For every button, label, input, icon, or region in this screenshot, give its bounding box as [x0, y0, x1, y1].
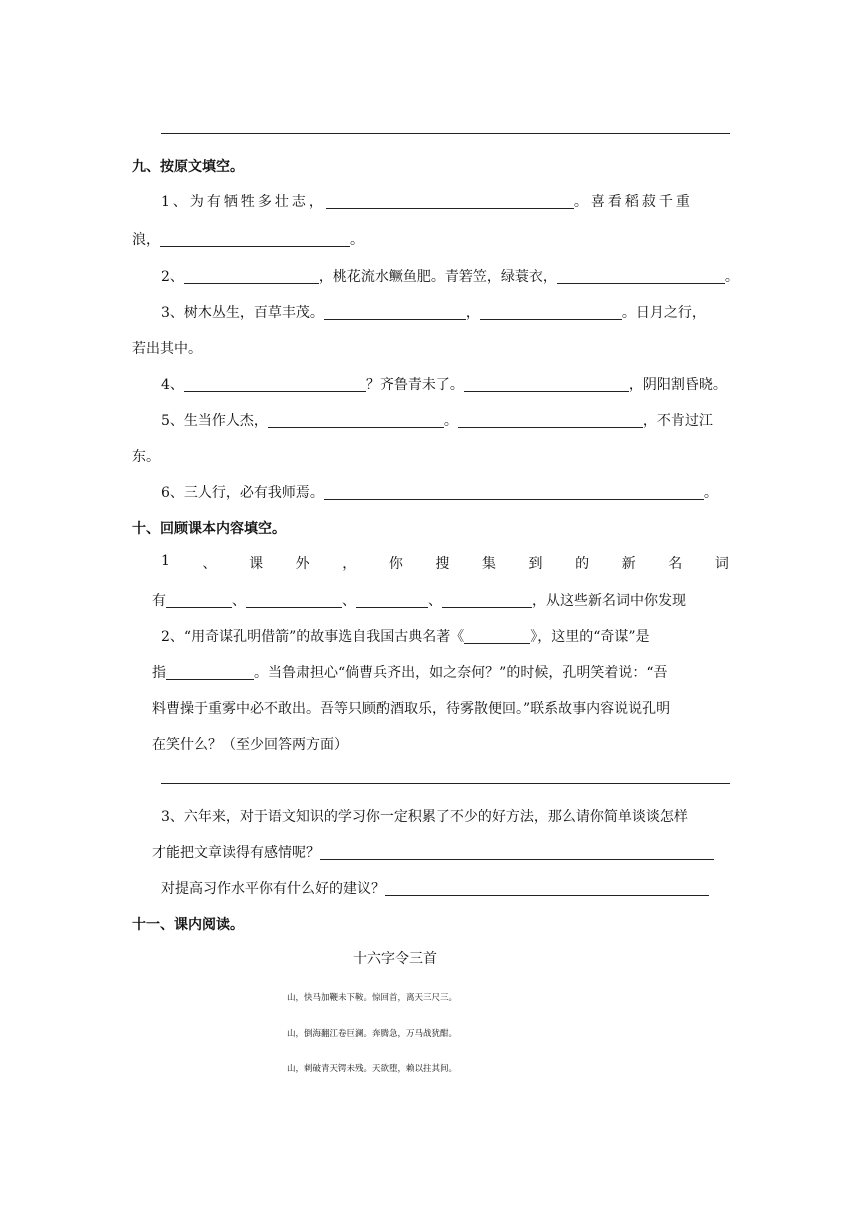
q9-1-mid: 。喜看稻菽千重 — [573, 194, 693, 210]
q10-1-sep3: 、 — [428, 593, 442, 609]
q10-1-char: 集 — [481, 556, 496, 572]
q9-6-blank[interactable] — [324, 484, 704, 500]
q9-1-blank2[interactable] — [160, 231, 350, 247]
q10-1-prefix: 有 — [152, 593, 166, 609]
q10-2-mid: 》，这里的“奇谋”是 — [530, 629, 650, 645]
q9-5-prefix: 5、生当作人杰， — [161, 413, 268, 429]
q9-4-blank1[interactable] — [184, 376, 366, 392]
q10-2-answer-line[interactable] — [161, 783, 730, 784]
answer-line — [161, 133, 730, 134]
q9-5-line1 — [161, 410, 713, 430]
q9-3-end: 。日月之行， — [621, 305, 706, 321]
q9-5-end: ，不肯过江 — [642, 413, 713, 429]
q10-2-blank2[interactable] — [166, 664, 254, 680]
q10-3-prefix: 才能把文章读得有感情呢？ — [152, 845, 320, 861]
q9-1-line1 — [161, 191, 693, 211]
q10-1-char: 名 — [668, 556, 683, 572]
q9-3-blank1[interactable] — [324, 304, 466, 320]
q9-4-prefix: 4、 — [161, 377, 184, 393]
poem-line-3: 山，刺破青天锷未残。天欲堕，赖以拄其间。 — [287, 1064, 458, 1074]
q10-1-line1 — [161, 553, 729, 573]
q9-3-line2: 若出其中。 — [132, 341, 202, 357]
q9-6 — [161, 482, 718, 502]
q10-1-line2 — [152, 590, 686, 610]
q10-1-char: 你 — [388, 556, 403, 572]
q10-1-blank4[interactable] — [442, 592, 532, 608]
q10-3-blank2[interactable] — [385, 880, 709, 896]
q9-1-line2 — [132, 229, 364, 249]
q9-6-prefix: 6、三人行，必有我师焉。 — [161, 485, 324, 501]
q10-3-line3 — [161, 878, 709, 898]
section-9-title: 九、按原文填空。 — [132, 159, 244, 175]
q10-1-blank3[interactable] — [356, 592, 428, 608]
q10-1-char: 、 — [202, 556, 217, 572]
poem-line-1: 山，快马加鞭未下鞍。惊回首，离天三尺三。 — [287, 993, 458, 1003]
q9-4 — [161, 374, 727, 394]
q9-1-cont: 浪， — [132, 232, 160, 248]
q10-3-line2 — [152, 842, 714, 862]
q10-2-line1 — [161, 626, 650, 646]
q10-1-end: ，从这些新名词中你发现 — [532, 593, 686, 609]
q10-1-char: 外 — [295, 556, 310, 572]
poem-line-2: 山，倒海翻江卷巨澜。奔腾急，万马战犹酣。 — [287, 1029, 458, 1039]
q10-2-line3: 料曹操于重雾中必不敢出。吾等只顾酌酒取乐，待雾散便回。”联系故事内容说说孔明 — [152, 701, 671, 717]
q9-4-blank2[interactable] — [464, 376, 629, 392]
q10-1-sep2: 、 — [342, 593, 356, 609]
q9-6-end: 。 — [703, 485, 718, 501]
section-10-title: 十、回顾课本内容填空。 — [132, 521, 286, 537]
q9-5-line2: 东。 — [132, 449, 160, 465]
q9-4-end: ，阴阳割昏晓。 — [628, 377, 727, 393]
q10-2-line4: 在笑什么？（至少回答两方面） — [152, 737, 348, 753]
q9-3-prefix: 3、树木丛生，百草丰茂。 — [161, 305, 324, 321]
q9-3-comma: ， — [465, 305, 480, 321]
q10-2-quote: 。当鲁肃担心“倘曹兵齐出，如之奈何？”的时候，孔明笑着说：“吾 — [254, 665, 668, 681]
q10-2-blank1[interactable] — [464, 628, 530, 644]
q9-2-blank1[interactable] — [184, 268, 319, 284]
q9-2-mid: ，桃花流水鳜鱼肥。青箬笠，绿蓑衣， — [318, 269, 557, 285]
q9-4-mid: ？齐鲁青未了。 — [365, 377, 464, 393]
q10-1-char: 的 — [575, 556, 590, 572]
q9-1-blank[interactable] — [326, 193, 574, 209]
q10-1-blank1[interactable] — [166, 592, 232, 608]
q9-2-blank2[interactable] — [557, 268, 725, 284]
q9-3-line1 — [161, 302, 706, 322]
q9-5-blank1[interactable] — [268, 412, 444, 428]
q9-2-end: 。 — [724, 269, 739, 285]
q10-1-char: 课 — [249, 556, 264, 572]
q10-1-char: 新 — [621, 556, 636, 572]
poem-title: 十六字令三首 — [353, 951, 437, 967]
q10-1-sep1: 、 — [232, 593, 246, 609]
q10-1-char: 词 — [714, 556, 729, 572]
q10-2-prefix: 2、“用奇谋孔明借箭”的故事选自我国古典名著《 — [161, 629, 465, 645]
q9-1-prefix: 1、为有牺牲多壮志， — [161, 194, 326, 210]
q9-3-blank2[interactable] — [480, 304, 622, 320]
q10-3-prefix2: 对提高习作水平你有什么好的建议？ — [161, 881, 385, 897]
q10-1-char: 1 — [161, 553, 170, 569]
q10-1-char: ， — [342, 556, 357, 572]
section-11-title: 十一、课内阅读。 — [132, 917, 244, 933]
q10-2-zhi: 指 — [152, 665, 166, 681]
q10-1-char: 搜 — [435, 556, 450, 572]
q10-1-char: 到 — [528, 556, 543, 572]
q9-5-blank2[interactable] — [458, 412, 643, 428]
q9-2-prefix: 2、 — [161, 269, 184, 285]
q10-1-blank2[interactable] — [246, 592, 342, 608]
q10-3-line1: 3、六年来，对于语文知识的学习你一定积累了不少的好方法，那么请你简单谈谈怎样 — [161, 809, 688, 825]
q9-2 — [161, 266, 739, 286]
q10-3-blank1[interactable] — [320, 844, 714, 860]
q9-5-mid: 。 — [443, 413, 458, 429]
q10-2-line2 — [152, 662, 667, 682]
q9-1-end: 。 — [350, 232, 364, 248]
